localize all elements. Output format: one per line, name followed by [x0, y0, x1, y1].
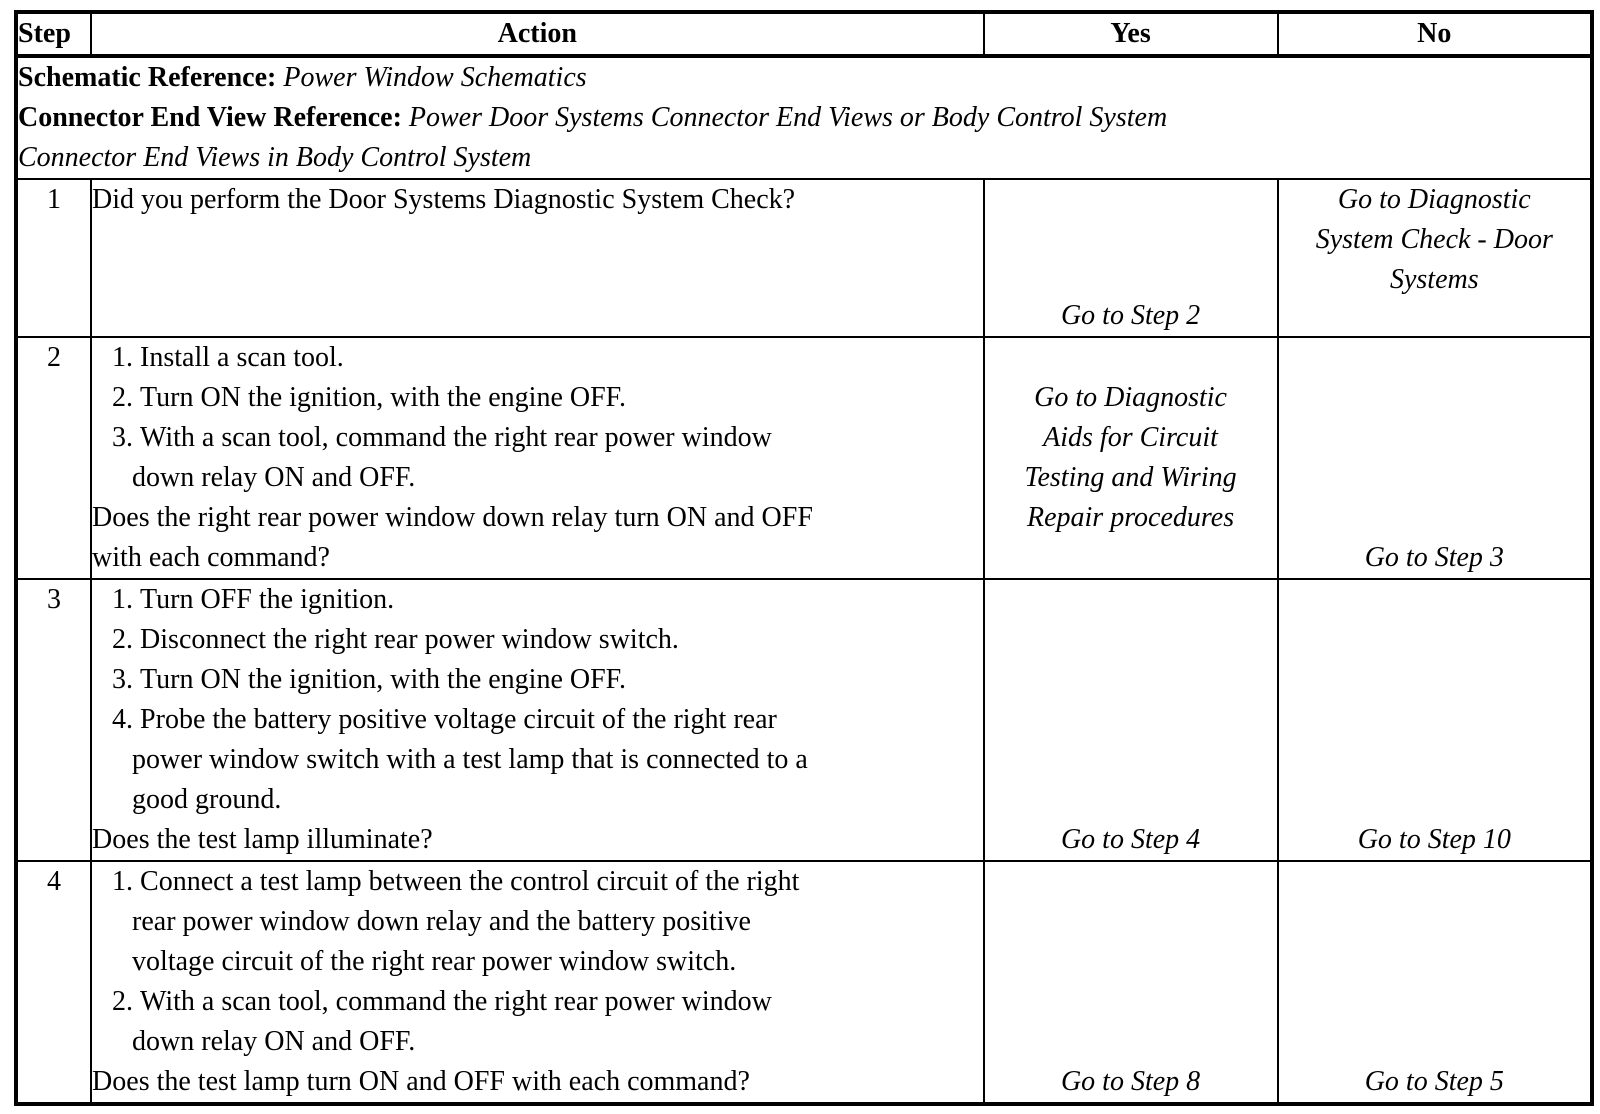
yes-link-2-line4[interactable]: Repair procedures — [1026, 502, 1235, 533]
table-header-row — [16, 12, 1592, 56]
header-action: Action — [91, 12, 983, 56]
action-3-item-4-cont1: power window switch with a test lamp that is connected to a — [132, 744, 808, 775]
action-3-item-3-num: 3. — [112, 664, 134, 695]
action-3-item-4-text: Probe the battery positive voltage circuit of the right rear — [140, 704, 777, 735]
yes-cell-3 — [984, 579, 1278, 861]
no-cell-4 — [1278, 861, 1592, 1104]
action-2-item-1 — [92, 338, 982, 378]
action-2-item-3-text: With a scan tool, command the right rear power window — [140, 422, 772, 453]
schematic-reference — [18, 58, 1590, 98]
connector-reference-link-line2[interactable]: Connector End Views in Body Control System — [18, 142, 532, 173]
action-2-item-2-text: Turn ON the ignition, with the engine OFF. — [140, 382, 626, 413]
action-4-item-1-num: 1. — [112, 866, 134, 897]
action-3-item-3 — [92, 660, 982, 700]
question-3: Does the test lamp illuminate? — [92, 824, 433, 855]
question-4: Does the test lamp turn ON and OFF with each command? — [92, 1066, 750, 1097]
reference-cell — [16, 56, 1592, 179]
header-step: Step — [16, 12, 91, 56]
diagnostic-table — [14, 10, 1594, 1106]
action-4-item-2-num: 2. — [112, 986, 134, 1017]
schematic-reference-label: Schematic Reference: — [18, 62, 277, 93]
yes-link-3[interactable]: Go to Step 4 — [1060, 824, 1201, 855]
action-2-item-1-num: 1. — [112, 342, 134, 373]
connector-reference-link-line1[interactable]: Power Door Systems Connector End Views or Body Control System — [408, 102, 1168, 133]
action-4-item-2-cont: down relay ON and OFF. — [132, 1026, 416, 1057]
no-link-1-line2[interactable]: System Check - Door — [1315, 224, 1553, 255]
action-3-item-2 — [92, 620, 982, 660]
question-2-line1: Does the right rear power window down relay turn ON and OFF — [92, 502, 813, 533]
table-row-step-3 — [16, 579, 1592, 861]
step-number-1: 1 — [16, 179, 91, 337]
action-2-item-3 — [92, 418, 982, 458]
connector-reference-label: Connector End View Reference: — [18, 102, 402, 133]
action-3-item-4-cont2: good ground. — [132, 784, 282, 815]
action-4-item-1 — [92, 862, 982, 902]
action-cell-2 — [91, 337, 983, 579]
yes-cell-1 — [984, 179, 1278, 337]
yes-link-2-line2[interactable]: Aids for Circuit — [1043, 422, 1218, 453]
yes-cell-2[interactable] — [984, 337, 1278, 579]
yes-link-1[interactable]: Go to Step 2 — [1060, 300, 1201, 331]
action-2-item-2 — [92, 378, 982, 418]
action-4-item-2-text: With a scan tool, command the right rear power window — [140, 986, 772, 1017]
step-number-4: 4 — [16, 861, 91, 1104]
yes-link-2[interactable] — [985, 378, 1277, 538]
action-3-item-2-num: 2. — [112, 624, 134, 655]
table-row-step-2 — [16, 337, 1592, 579]
schematic-reference-link[interactable]: Power Window Schematics — [283, 62, 587, 93]
no-cell-3 — [1278, 579, 1592, 861]
header-no: No — [1278, 12, 1592, 56]
action-cell-1 — [91, 179, 983, 337]
action-3-item-4 — [92, 700, 982, 740]
action-cell-4 — [91, 861, 983, 1104]
action-2-item-3-cont: down relay ON and OFF. — [132, 462, 416, 493]
step-number-3: 3 — [16, 579, 91, 861]
action-3-item-1-num: 1. — [112, 584, 134, 615]
action-2-item-1-text: Install a scan tool. — [140, 342, 344, 373]
action-4-item-1-text: Connect a test lamp between the control circuit of the right — [140, 866, 800, 897]
action-cell-3 — [91, 579, 983, 861]
no-link-4[interactable]: Go to Step 5 — [1364, 1066, 1504, 1097]
no-link-2[interactable]: Go to Step 3 — [1364, 542, 1504, 573]
yes-link-2-line3[interactable]: Testing and Wiring — [1024, 462, 1237, 493]
reference-row — [16, 56, 1592, 179]
yes-link-2-line1[interactable]: Go to Diagnostic — [1034, 382, 1227, 413]
action-4-item-1-cont1: rear power window down relay and the battery positive — [132, 906, 751, 937]
action-2-item-3-num: 3. — [112, 422, 134, 453]
diagnostic-table-container — [14, 10, 1594, 1106]
no-link-1-line1[interactable]: Go to Diagnostic — [1337, 184, 1531, 215]
header-yes: Yes — [984, 12, 1278, 56]
yes-cell-4 — [984, 861, 1278, 1104]
connector-reference — [18, 98, 1590, 138]
step-number-2: 2 — [16, 337, 91, 579]
action-3-item-2-text: Disconnect the right rear power window switch. — [140, 624, 679, 655]
table-row-step-4 — [16, 861, 1592, 1104]
action-3-item-1 — [92, 580, 982, 620]
question-2-line2: with each command? — [92, 542, 330, 573]
action-3-item-3-text: Turn ON the ignition, with the engine OFF. — [140, 664, 626, 695]
no-cell-2 — [1278, 337, 1592, 579]
action-3-item-4-num: 4. — [112, 704, 134, 735]
no-link-1-line3[interactable]: Systems — [1389, 264, 1479, 295]
question-1: Did you perform the Door Systems Diagnostic System Check? — [92, 184, 796, 215]
no-cell-1[interactable] — [1278, 179, 1592, 337]
action-2-item-2-num: 2. — [112, 382, 134, 413]
yes-link-4[interactable]: Go to Step 8 — [1060, 1066, 1201, 1097]
table-row-step-1 — [16, 179, 1592, 337]
action-4-item-2 — [92, 982, 982, 1022]
action-3-item-1-text: Turn OFF the ignition. — [140, 584, 395, 615]
no-link-3[interactable]: Go to Step 10 — [1357, 824, 1511, 855]
action-4-item-1-cont2: voltage circuit of the right rear power window switch. — [132, 946, 737, 977]
